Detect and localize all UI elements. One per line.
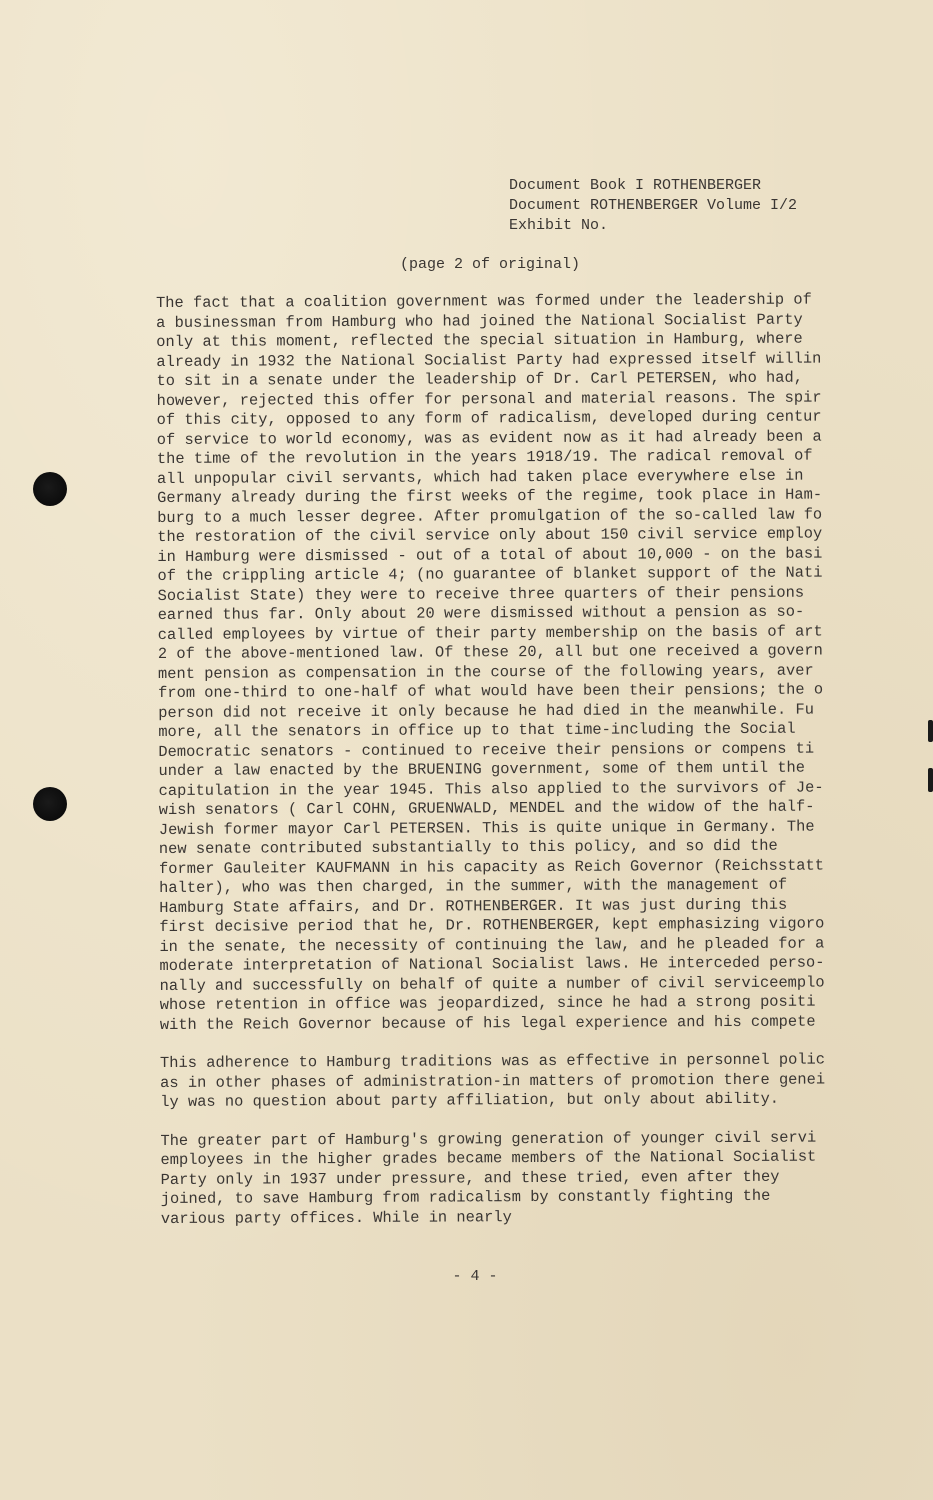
header-line-exhibit: Exhibit No. — [509, 217, 609, 234]
paragraph-hamburg-traditions: This adherence to Hamburg traditions was as effective in personnel polic as in other phases of administration-in matters of promotion there genei ly was no question about party affiliation, but only about ability. — [159, 1050, 826, 1111]
paragraph-younger-civil-servants: The greater part of Hamburg's growing generation of younger civil servi employees in the higher grades became members of the National Socialist Party only in 1937 under pressure, and these tried, even after they joined, to save Hamburg from radicalism by constantly fighting the various party offices. While in nearly — [160, 1128, 817, 1228]
edge-mark-top — [928, 720, 933, 742]
paragraph-coalition-government: The fact that a coalition government was formed under the leadership of a businessman from Hamburg who had joined the National Socialist Party only at this moment, reflected the special situation in Hamburg, where already in 1932 the National Socialist Party had expressed itself willin to sit in a senate under the leadership of Dr. Carl PETERSEN, who had, however, rejected this offer for personal and material reasons. The spir of this city, opposed to any form of radicalism, developed during centur of service to world economy, was as evident now as it had already been a the time of the revolution in the years 1918/19. The radical removal of all unpopular civil servants, which had taken place everywhere else in Germany already during the first weeks of the regime, took place in Ham- burg to a much lesser degree. After promulgation of the so-called law fo the restoration of the civil service only about 150 civil service employ in Hamburg were dismissed - out of a total of about 10,000 - on the basi of the crippling article 4; (no guarantee of blanket support of the Nati Socialist State) they were to receive three quarters of their pensions earned thus far. Only about 20 were dismissed without a pension as so- called employees by virtue of their party membership on the basis of art 2 of the above-mentioned law. Of these 20, all but one received a govern ment pension as compensation in the course of the following years, aver from one-third to one-half of what would have been their pensions; the o person did not receive it only because he had died in the meanwhile. Fu more, all the senators in office up to that time-including the Social Democratic senators - continued to receive their pensions or compens ti under a law enacted by the BRUENING government, some of them until the capitulation in the year 1945. This also applied to the survivors of Je- wish senators ( Carl COHN, GRUENWALD, MENDEL and the widow of the half- Jewish former mayor Carl PETERSEN. This is quite unique in Germany. The new senate contributed substantially to this policy, and so did the former Gauleiter KAUFMANN in his capacity as Reich Governor (Reichsstatt halter), who was then charged, in the summer, with the management of Hamburg State affairs, and Dr. ROTHENBERGER. It was just during this first decisive period that he, Dr. ROTHENBERGER, kept emphasizing vigoro in the senate, the necessity of continuing the law, and he pleaded for a moderate interpretation of National Socialist laws. He interceded perso- nally and successfully on behalf of quite a number of civil serviceemplo whose retention in office was jeopardized, since he had a strong positi with the Reich Governor because of his legal experience and his compete — [156, 290, 825, 1034]
page-number: - 4 - — [452, 1268, 498, 1285]
punch-hole-bottom — [33, 787, 67, 821]
original-page-note: (page 2 of original) — [399, 256, 581, 273]
body-text — [156, 290, 861, 1248]
header-line-document-volume: Document ROTHENBERGER Volume I/2 — [509, 197, 798, 214]
header-line-document-book: Document Book I ROTHENBERGER — [509, 177, 762, 194]
edge-mark-bottom — [928, 768, 933, 792]
punch-hole-top — [33, 472, 67, 506]
document-header — [509, 176, 797, 236]
